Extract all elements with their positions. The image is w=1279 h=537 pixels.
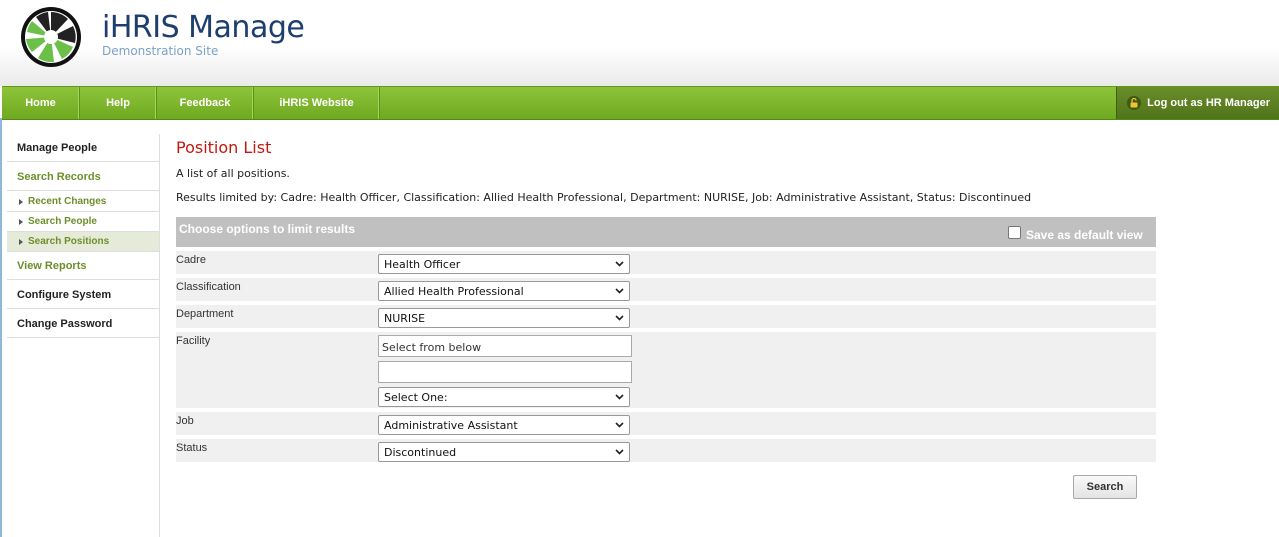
job-label: Job xyxy=(176,415,194,427)
chevron-down-icon xyxy=(615,447,624,456)
cadre-select[interactable] xyxy=(378,254,630,274)
lock-icon xyxy=(1127,96,1141,110)
logout-button[interactable] xyxy=(1116,87,1279,119)
filter-row-status xyxy=(176,439,1156,462)
arrow-right-icon xyxy=(19,239,23,245)
classification-select[interactable] xyxy=(378,281,630,301)
app-subtitle: Demonstration Site xyxy=(102,44,219,58)
department-label: Department xyxy=(176,308,234,320)
filter-panel-title: Choose options to limit results xyxy=(179,222,356,236)
status-select[interactable] xyxy=(378,442,630,462)
chevron-down-icon xyxy=(615,420,624,429)
filter-row-facility xyxy=(176,332,1156,408)
chevron-down-icon xyxy=(615,259,624,268)
sidebar-item-search-records[interactable]: Search Records xyxy=(7,163,159,191)
facility-search-input[interactable] xyxy=(378,361,632,383)
status-select-value: Discontinued xyxy=(384,446,457,459)
nav-feedback[interactable]: Feedback xyxy=(157,87,254,119)
nav-home[interactable]: Home xyxy=(2,87,80,119)
page-header xyxy=(0,0,1279,86)
side-nav xyxy=(7,134,160,537)
top-nav-bar xyxy=(2,86,1279,120)
save-default-label: Save as default view xyxy=(1026,228,1143,242)
app-title: iHRIS Manage xyxy=(102,10,305,45)
facility-label: Facility xyxy=(176,335,211,347)
page-description: A list of all positions. xyxy=(176,167,290,180)
ihris-logo-icon[interactable] xyxy=(20,6,82,68)
filter-row-job xyxy=(176,412,1156,435)
sidebar-item-manage-people[interactable]: Manage People xyxy=(7,134,159,162)
department-select-value: NURISE xyxy=(384,312,426,325)
sidebar-item-change-password[interactable]: Change Password xyxy=(7,310,159,338)
filter-panel-header xyxy=(176,217,1156,247)
filter-row-cadre xyxy=(176,251,1156,274)
department-select[interactable] xyxy=(378,308,630,328)
sidebar-item-view-reports[interactable]: View Reports xyxy=(7,252,159,280)
chevron-down-icon xyxy=(615,286,624,295)
facility-display-field[interactable] xyxy=(378,335,632,357)
sidebar-item-label: Search Positions xyxy=(28,236,110,247)
sidebar-item-search-people[interactable] xyxy=(7,212,159,232)
sidebar-item-label: Search People xyxy=(28,216,97,227)
nav-help[interactable]: Help xyxy=(80,87,157,119)
chevron-down-icon xyxy=(615,313,624,322)
filter-row-classification xyxy=(176,278,1156,301)
sidebar xyxy=(0,118,160,537)
sidebar-edge xyxy=(0,118,2,537)
sidebar-item-recent-changes[interactable] xyxy=(7,192,159,212)
search-button[interactable]: Search xyxy=(1073,475,1137,499)
job-select-value: Administrative Assistant xyxy=(384,419,518,432)
arrow-right-icon xyxy=(19,219,23,225)
chevron-down-icon xyxy=(615,392,624,401)
sidebar-item-configure-system[interactable]: Configure System xyxy=(7,281,159,309)
results-limited-text: Results limited by: Cadre: Health Officer, Classification: Allied Health Professional, Department: NURISE, Job: Administrative Assistant, Status: Discontinued xyxy=(176,191,1032,204)
sidebar-item-search-positions[interactable] xyxy=(7,232,159,252)
page-title: Position List xyxy=(176,138,272,157)
save-default-checkbox[interactable] xyxy=(1008,226,1021,239)
job-select[interactable] xyxy=(378,415,630,435)
facility-select-value: Select One: xyxy=(384,391,448,404)
logout-label: Log out as HR Manager xyxy=(1147,97,1270,109)
cadre-select-value: Health Officer xyxy=(384,258,461,271)
status-label: Status xyxy=(176,442,208,454)
filter-row-department xyxy=(176,305,1156,328)
arrow-right-icon xyxy=(19,199,23,205)
cadre-label: Cadre xyxy=(176,254,206,266)
facility-select[interactable] xyxy=(378,387,630,407)
nav-ihris-website[interactable]: iHRIS Website xyxy=(254,87,380,119)
facility-display-value: Select from below xyxy=(382,341,482,354)
sidebar-item-label: Recent Changes xyxy=(28,196,107,207)
classification-select-value: Allied Health Professional xyxy=(384,285,524,298)
classification-label: Classification xyxy=(176,281,241,293)
